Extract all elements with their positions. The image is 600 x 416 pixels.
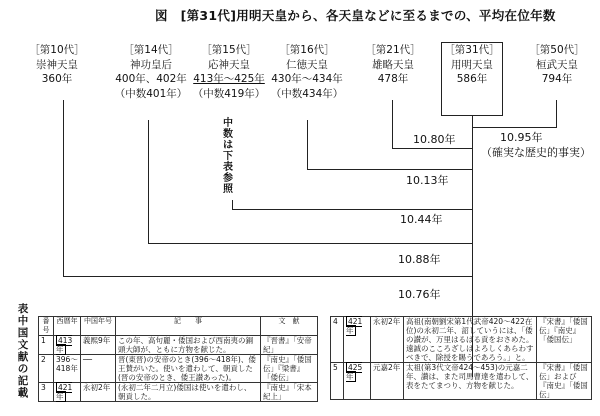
era-year: 430年〜434年 (271, 73, 343, 85)
row-source: 『晋書』「安帝紀」 (261, 336, 318, 355)
era-generation: ［第16代］ (279, 44, 335, 56)
era-name: 雄略天皇 (372, 58, 414, 71)
era-jingu (114, 44, 188, 102)
row-source: 『南史』「倭国伝」『梁書』「倭伝」 (261, 355, 318, 383)
row-year: 413年 (54, 336, 81, 355)
row-era: 永初2年 (371, 317, 404, 363)
era-ojin (192, 44, 266, 102)
era-name: 崇神天皇 (36, 58, 78, 71)
row-text: 高祖(南朝劉宋第1代武帝420〜422在位)の永初二年、詔していうには、「倭の讃が、万里はるばる貢をおさめた。遠誠のこころざしはよろしくあらわすべきで、除授を賜うであろう。」と。 (404, 317, 537, 363)
era-generation: ［第10代］ (29, 44, 85, 56)
era-yuryaku (356, 44, 430, 88)
table-row (331, 363, 592, 400)
reliable-note: （確実な歴史的事実） (481, 146, 591, 159)
era-generation: ［第15代］ (201, 44, 257, 56)
era-median: （中数434年） (270, 87, 344, 100)
median-note-vertical: 中数は下表参照 (223, 118, 233, 195)
era-yomei (435, 44, 509, 88)
header-no: 番号 (39, 317, 54, 336)
era-year: 478年 (377, 73, 409, 85)
row-source: 『宋書』「倭国伝」および『南史』「倭国伝」 (537, 363, 592, 400)
row-no: 5 (331, 363, 344, 400)
header-era: 中国年号 (81, 317, 116, 336)
row-year: 425年 (344, 363, 371, 400)
table-row (39, 355, 318, 383)
interval-label: 10.80年 (413, 133, 456, 146)
era-median: （中数401年） (114, 87, 188, 100)
row-source: 『南史』「宋本紀上」 (261, 383, 318, 402)
era-sujin (20, 44, 94, 88)
era-year: 400年、402年 (115, 73, 187, 85)
figure-title: 図 [第31代]用明天皇から、各天皇などに至るまでの、平均在位年数 (155, 8, 556, 23)
row-year: 396〜418年 (54, 355, 81, 383)
interval-label: 10.95年 (500, 131, 543, 144)
era-year: 794年 (541, 73, 573, 85)
interval-label: 10.88年 (398, 253, 441, 266)
header-text: 記 事 (116, 317, 261, 336)
era-name: 用明天皇 (451, 58, 493, 71)
row-no: 4 (331, 317, 344, 363)
table-row (39, 383, 318, 402)
line (148, 120, 149, 244)
line (556, 100, 557, 128)
row-text: (永初二年二月立)倭国は使いを遣わし、朝貢した。 (116, 383, 261, 402)
row-year: 421年 (344, 317, 371, 363)
line (392, 100, 393, 149)
table-row (331, 317, 592, 363)
era-name: 神功皇后 (130, 58, 172, 71)
interval-label: 10.13年 (406, 174, 449, 187)
line (63, 276, 472, 277)
right-table-wrap (330, 316, 592, 400)
row-year: 421年 (54, 383, 81, 402)
era-generation: ［第21代］ (365, 44, 421, 56)
era-generation: ［第50代］ (529, 44, 585, 56)
row-era: 元嘉2年 (371, 363, 404, 400)
era-name: 仁徳天皇 (286, 58, 328, 71)
header-source: 文 献 (261, 317, 318, 336)
line (232, 209, 472, 210)
row-text: この年、高句麗・倭国および西南夷の銅頭大師が、ともに方物を献じた。 (116, 336, 261, 355)
row-text: 太祖(第3代文帝424〜453)の元嘉二年、讃は、また司馬曹達を遣わして、表をたてまつり、方物を献じた。 (404, 363, 537, 400)
right-table (330, 316, 592, 400)
row-era: 義熙9年 (81, 336, 116, 355)
line (63, 100, 64, 277)
table-side-title: 表 中国文献の記載 (17, 303, 39, 399)
left-table (38, 316, 318, 402)
interval-label: 10.44年 (400, 213, 443, 226)
era-generation: ［第31代］ (444, 44, 500, 56)
era-nintoku (270, 44, 344, 102)
era-year: 413年〜425年 (193, 73, 265, 85)
row-source: 『宋書』「倭国伝」『南史』「倭国伝」 (537, 317, 592, 363)
row-era: ── (81, 355, 116, 383)
era-name: 桓武天皇 (536, 58, 578, 71)
era-year: 586年 (456, 73, 488, 85)
line (148, 243, 472, 244)
table-row (39, 336, 318, 355)
era-kanmu (520, 44, 594, 88)
era-median: （中数419年） (192, 87, 266, 100)
line (472, 127, 556, 128)
line (307, 120, 308, 170)
row-no: 3 (39, 383, 54, 402)
row-era: 永初2年 (81, 383, 116, 402)
line (392, 148, 472, 149)
row-text: 晋(東晋)の安帝のとき(396〜418年)、倭王賛がいた。使いを遣わして、朝貢した(晋の安帝のとき、倭王讃あった)。 (116, 355, 261, 383)
interval-label: 10.76年 (398, 288, 441, 301)
era-year: 360年 (41, 73, 73, 85)
left-table-wrap (38, 316, 318, 402)
row-no: 2 (39, 355, 54, 383)
table-header-row (39, 317, 318, 336)
line (307, 169, 472, 170)
header-year: 西暦年 (54, 317, 81, 336)
row-no: 1 (39, 336, 54, 355)
era-generation: ［第14代］ (123, 44, 179, 56)
era-name: 応神天皇 (208, 58, 250, 71)
